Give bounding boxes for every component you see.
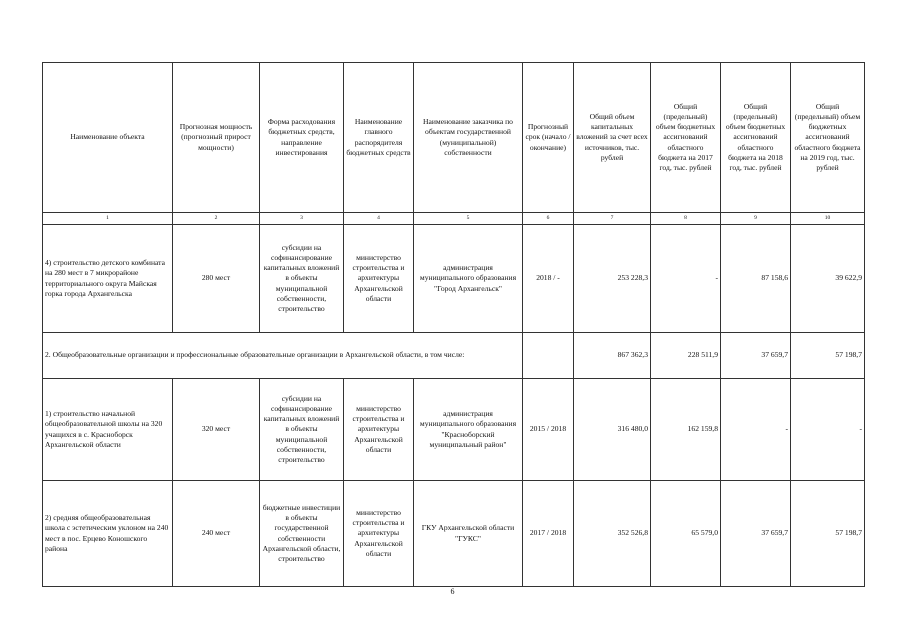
budget-2019: - bbox=[791, 379, 865, 481]
object-name: 4) строительство детского комбината на 280 мест в 7 микрорайоне территориального округа Майская горка города Архангельска bbox=[43, 225, 173, 333]
capacity: 280 мест bbox=[173, 225, 260, 333]
header-budget-2018: Общий (предельный) объем бюджетных ассигнований областного бюджета на 2018 год, тыс. рублей bbox=[721, 63, 791, 213]
column-number: 3 bbox=[260, 213, 344, 225]
total-investment: 253 228,3 bbox=[574, 225, 651, 333]
spending-form: бюджетные инвестиции в объекты государственной собственности Архангельской области, строительство bbox=[260, 481, 344, 587]
section-row bbox=[43, 333, 865, 379]
object-name: 1) строительство начальной общеобразовательной школы на 320 учащихся в с. Красноборск Архангельской области bbox=[43, 379, 173, 481]
header-capacity: Прогнозная мощность (прогнозный прирост мощности) bbox=[173, 63, 260, 213]
total-investment: 352 526,8 bbox=[574, 481, 651, 587]
budget-manager: министерство строительства и архитектуры Архангельской области bbox=[344, 481, 414, 587]
budget-2019: 39 622,9 bbox=[791, 225, 865, 333]
header-period: Прогнозный срок (начало / окончание) bbox=[523, 63, 574, 213]
period: 2015 / 2018 bbox=[523, 379, 574, 481]
budget-2018: - bbox=[721, 379, 791, 481]
table-row bbox=[43, 379, 865, 481]
capacity: 240 мест bbox=[173, 481, 260, 587]
capital-investment-table bbox=[42, 62, 865, 587]
customer: администрация муниципального образования "Город Архангельск" bbox=[414, 225, 523, 333]
budget-2018: 87 158,6 bbox=[721, 225, 791, 333]
budget-2019: 57 198,7 bbox=[791, 481, 865, 587]
customer: ГКУ Архангельской области "ГУКС" bbox=[414, 481, 523, 587]
column-number: 9 bbox=[721, 213, 791, 225]
header-budget-manager: Наименование главного распорядителя бюджетных средств bbox=[344, 63, 414, 213]
budget-2017: - bbox=[651, 225, 721, 333]
column-number: 5 bbox=[414, 213, 523, 225]
spending-form: субсидии на софинансирование капитальных вложений в объекты муниципальной собственности, строительство bbox=[260, 225, 344, 333]
capacity: 320 мест bbox=[173, 379, 260, 481]
header-budget-2017: Общий (предельный) объем бюджетных ассигнований областного бюджета на 2017 год, тыс. рублей bbox=[651, 63, 721, 213]
section-budget-2018: 37 659,7 bbox=[721, 333, 791, 379]
budget-manager: министерство строительства и архитектуры Архангельской области bbox=[344, 379, 414, 481]
budget-2017: 162 159,8 bbox=[651, 379, 721, 481]
header-spending-form: Форма расходования бюджетных средств, направление инвестирования bbox=[260, 63, 344, 213]
section-period-empty bbox=[523, 333, 574, 379]
section-budget-2017: 228 511,9 bbox=[651, 333, 721, 379]
column-number: 6 bbox=[523, 213, 574, 225]
header-total-investment: Общий объем капитальных вложений за счет всех источников, тыс. рублей bbox=[574, 63, 651, 213]
section-title: 2. Общеобразовательные организации и профессиональные образовательные организации в Архангельской области, в том числе: bbox=[43, 333, 523, 379]
header-object-name: Наименование объекта bbox=[43, 63, 173, 213]
customer: администрация муниципального образования "Красноборский муниципальный район" bbox=[414, 379, 523, 481]
table-header-row bbox=[43, 63, 865, 213]
object-name: 2) средняя общеобразовательная школа с эстетическим уклоном на 240 мест в пос. Ерцево Коношского района bbox=[43, 481, 173, 587]
header-budget-2019: Общий (предельный) объем бюджетных ассигнований областного бюджета на 2019 год, тыс. рублей bbox=[791, 63, 865, 213]
table-row bbox=[43, 481, 865, 587]
column-number: 4 bbox=[344, 213, 414, 225]
section-budget-2019: 57 198,7 bbox=[791, 333, 865, 379]
column-number: 7 bbox=[574, 213, 651, 225]
total-investment: 316 480,0 bbox=[574, 379, 651, 481]
column-number: 2 bbox=[173, 213, 260, 225]
section-total: 867 362,3 bbox=[574, 333, 651, 379]
column-number: 10 bbox=[791, 213, 865, 225]
column-number-row bbox=[43, 213, 865, 225]
period: 2018 / - bbox=[523, 225, 574, 333]
budget-2018: 37 659,7 bbox=[721, 481, 791, 587]
budget-2017: 65 579,0 bbox=[651, 481, 721, 587]
page-number: 6 bbox=[450, 587, 455, 596]
budget-manager: министерство строительства и архитектуры Архангельской области bbox=[344, 225, 414, 333]
header-customer: Наименование заказчика по объектам государственной (муниципальной) собственности bbox=[414, 63, 523, 213]
period: 2017 / 2018 bbox=[523, 481, 574, 587]
spending-form: субсидии на софинансирование капитальных вложений в объекты муниципальной собственности, строительство bbox=[260, 379, 344, 481]
column-number: 1 bbox=[43, 213, 173, 225]
column-number: 8 bbox=[651, 213, 721, 225]
table-row bbox=[43, 225, 865, 333]
